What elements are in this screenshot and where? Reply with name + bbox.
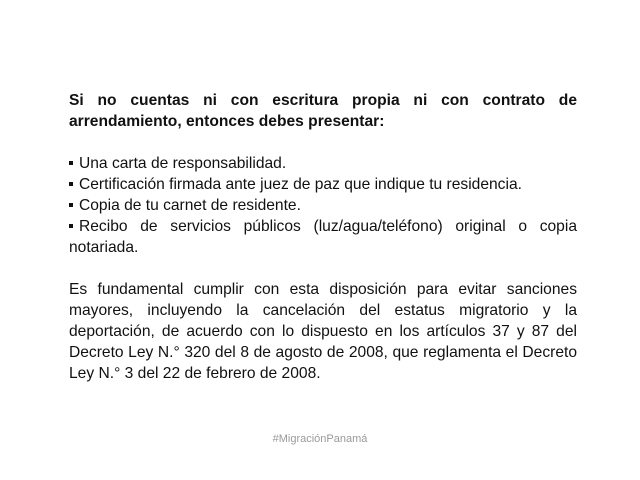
requirements-list [69,153,577,258]
heading: Si no cuentas ni con escritura propia ni con contrato de arrendamiento, entonces debes presentar: [69,92,577,130]
bullet-icon [69,182,73,186]
requirement-text: Certificación firmada ante juez de paz que indique tu residencia. [79,176,522,193]
requirement-text: Recibo de servicios públicos (luz/agua/teléfono) original o copia notariada. [69,218,577,256]
bullet-icon [69,224,73,228]
legal-paragraph: Es fundamental cumplir con esta disposición para evitar sanciones mayores, incluyendo la cancelación del estatus migratorio y la deportación, de acuerdo con lo dispuesto en los artículos 37 y 87 del Decreto Ley N.° 320 del 8 de agosto de 2008, que reglamenta el Decreto Ley N.° 3 del 22 de febrero de 2008. [69,281,577,382]
list-item [69,195,577,216]
requirement-text: Una carta de responsabilidad. [79,155,287,172]
footer-hashtag: #MigraciónPanamá [272,433,368,445]
bullet-icon [69,203,73,207]
list-item [69,216,577,258]
requirement-text: Copia de tu carnet de residente. [79,197,301,214]
list-item [69,153,577,174]
list-item [69,174,577,195]
main-content [69,90,577,384]
bullet-icon [69,161,73,165]
